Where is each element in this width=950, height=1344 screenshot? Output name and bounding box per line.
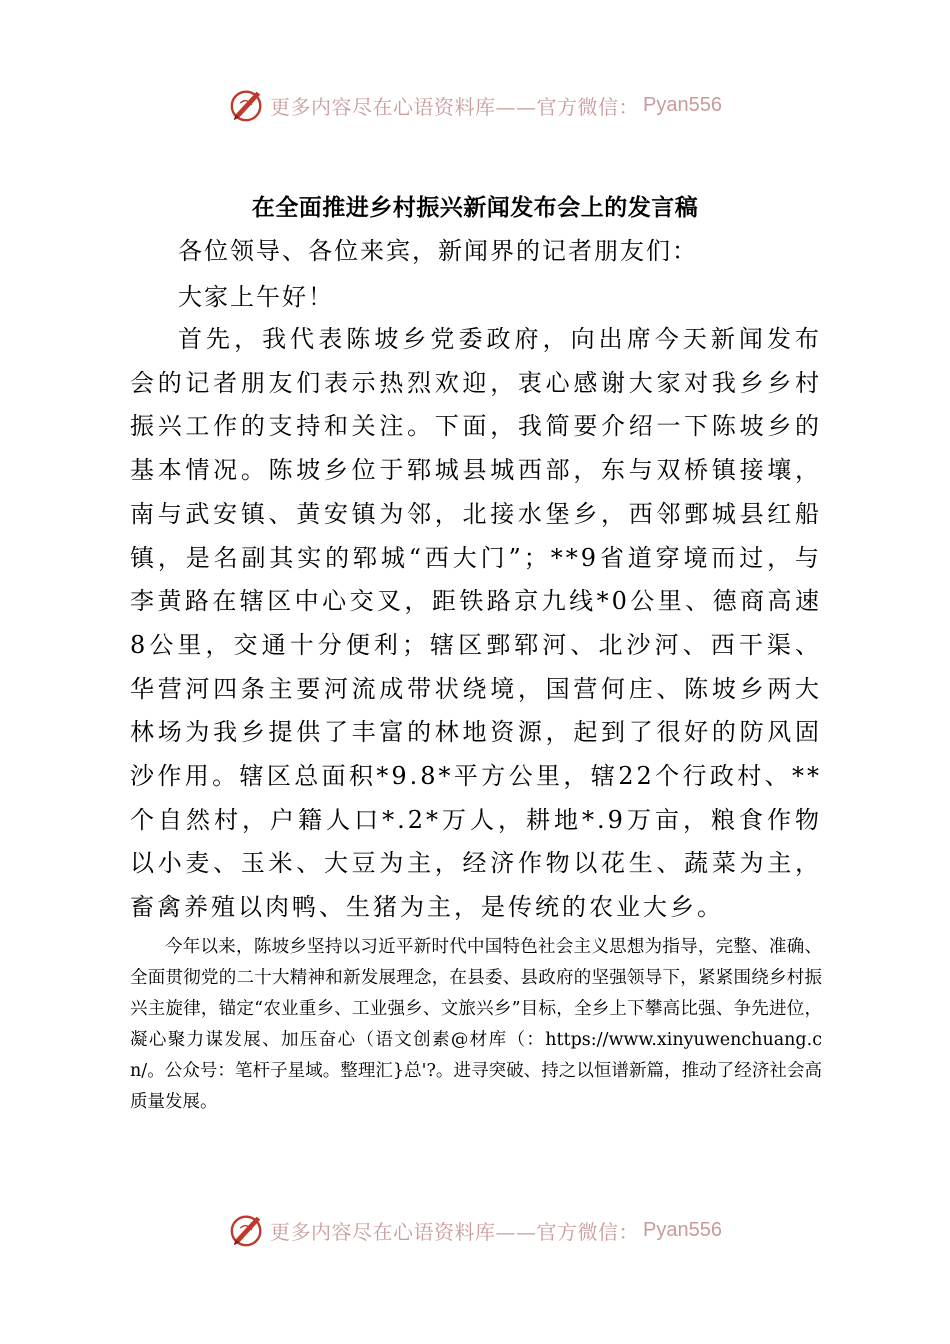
- intro-paragraph: 首先，我代表陈坡乡党委政府，向出席今天新闻发布会的记者朋友们表示热烈欢迎，衷心感谢大家对我乡乡村振兴工作的支持和关注。下面，我简要介绍一下陈坡乡的基本情况。陈坡乡位于郓城县城西部，东与双桥镇接壤，南与武安镇、黄安镇为邻，北接水堡乡，西邻鄄城县红船镇，是名副其实的郓城“西大门”；**9省道穿境而过，与李黄路在辖区中心交叉，距铁路京九线*0公里、德商高速8公里，交通十分便利；辖区鄄郓河、北沙河、西干渠、华营河四条主要河流成带状绕境，国营何庄、陈坡乡两大林场为我乡提供了丰富的林地资源，起到了很好的防风固沙作用。辖区总面积*9.8*平方公里，辖22个行政村、**个自然村，户籍人口*.2*万人，耕地*.9万亩，粮食作物以小麦、玉米、大豆为主，经济作物以花生、蔬菜为主，畜禽养殖以肉鸭、生猪为主，是传统的农业大乡。: [130, 325, 822, 922]
- document-title: 在全面推进乡村振兴新闻发布会上的发言稿: [251, 194, 699, 221]
- banner-wechat-id: Pyan556: [643, 93, 722, 116]
- greeting-line: 各位领导、各位来宾，新闻界的记者朋友们：: [178, 237, 698, 265]
- header-banner[interactable]: [0, 80, 950, 130]
- banner-slogan: 更多内容尽在心语资料库——官方微信：: [270, 94, 640, 119]
- progress-paragraph: 今年以来，陈坡乡坚持以习近平新时代中国特色社会主义思想为指导，完整、准确、全面贯彻党的二十大精神和新发展理念，在县委、县政府的坚强领导下，紧紧围绕乡村振兴主旋律，锚定“农业重乡、工业强乡、文旅兴乡”目标，全乡上下攀高比强、争先进位，凝心聚力谋发展、加压奋心（语文创素@材库（：https://www.xinyuwenchuang.cn/。公众号：笔杆子星域。整理汇}总'?。进寻突破、持之以恒谱新篇，推动了经济社会高质量发展。: [130, 937, 822, 1112]
- banner-wechat-id: Pyan556: [643, 1218, 722, 1241]
- footer-banner[interactable]: [0, 1205, 950, 1255]
- pen-logo-icon: [228, 86, 266, 124]
- banner-slogan: 更多内容尽在心语资料库——官方微信：: [270, 1219, 640, 1244]
- pen-logo-icon: [228, 1211, 266, 1249]
- hello-line: 大家上午好！: [178, 283, 334, 311]
